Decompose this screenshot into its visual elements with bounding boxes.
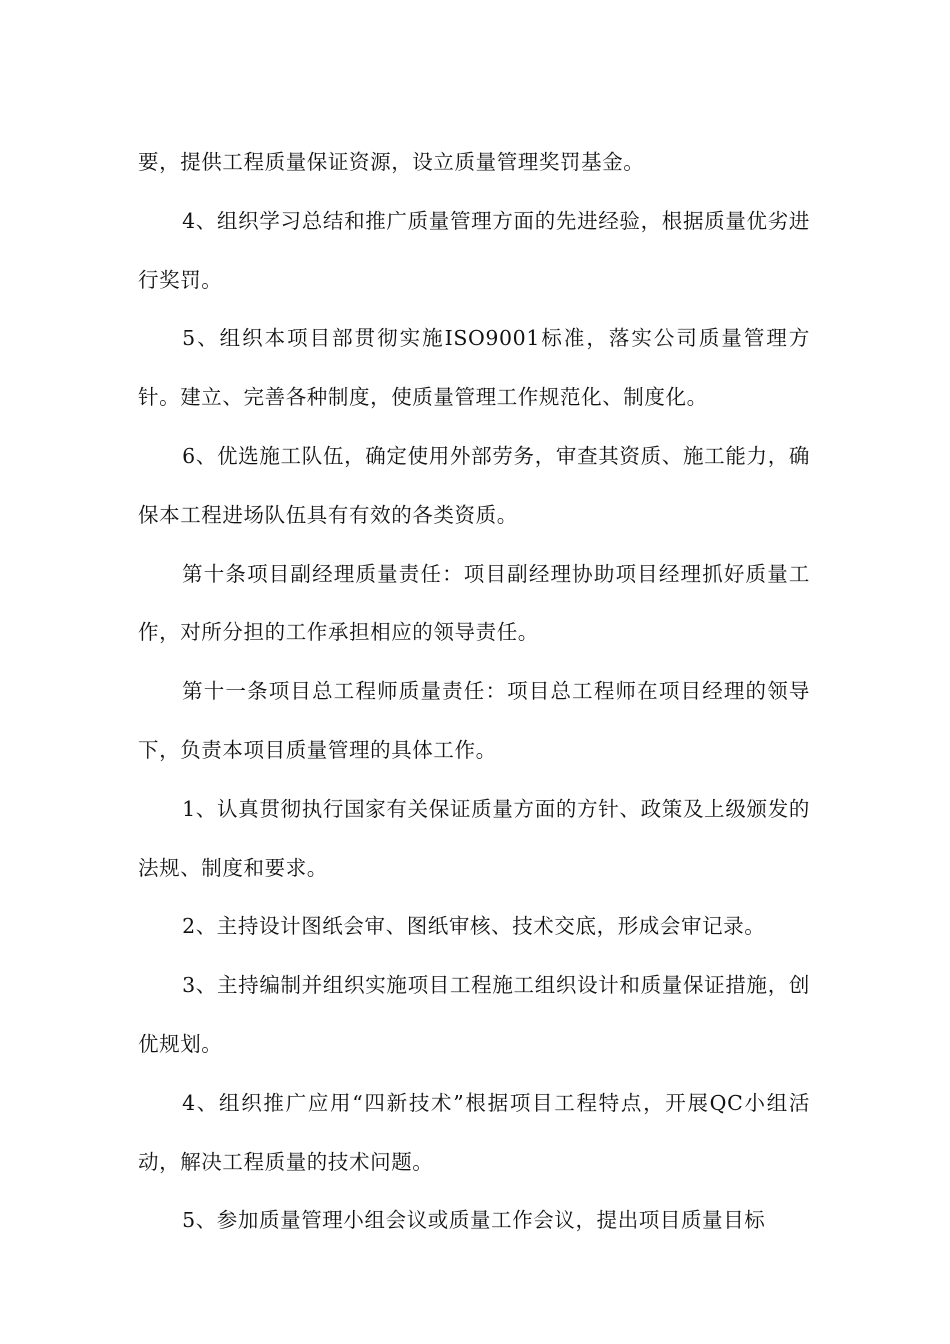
document-body — [138, 133, 810, 1250]
paragraph-item-6-teams: 6、优选施工队伍，确定使用外部劳务，审查其资质、施工能力，确保本工程进场队伍具有有效的各类资质。 — [138, 443, 810, 527]
paragraph-item-1-policy: 1、认真贯彻执行国家有关保证质量方面的方针、政策及上级颁发的法规、制度和要求。 — [138, 796, 810, 880]
paragraph-continuation: 要，提供工程质量保证资源，设立质量管理奖罚基金。 — [138, 150, 645, 174]
paragraph-item-5-meetings: 5、参加质量管理小组会议或质量工作会议，提出项目质量目标 — [182, 1208, 766, 1233]
paragraph-item-2-drawings: 2、主持设计图纸会审、图纸审核、技术交底，形成会审记录。 — [182, 914, 766, 939]
paragraph-item-4-experience: 4、组织学习总结和推广质量管理方面的先进经验，根据质量优劣进行奖罚。 — [138, 208, 810, 292]
paragraph-item-5-iso9001: 5、组织本项目部贯彻实施ISO9001标准，落实公司质量管理方针。建立、完善各种制度，使质量管理工作规范化、制度化。 — [138, 326, 810, 410]
paragraph-article-11: 第十一条项目总工程师质量责任：项目总工程师在项目经理的领导下，负责本项目质量管理的具体工作。 — [138, 679, 810, 762]
paragraph-item-4-qc: 4、组织推广应用“四新技术”根据项目工程特点，开展QC小组活动，解决工程质量的技术问题。 — [138, 1090, 810, 1174]
paragraph-item-3-design: 3、主持编制并组织实施项目工程施工组织设计和质量保证措施，创优规划。 — [138, 973, 810, 1056]
paragraph-article-10: 第十条项目副经理质量责任：项目副经理协助项目经理抓好质量工作，对所分担的工作承担相应的领导责任。 — [138, 561, 810, 645]
